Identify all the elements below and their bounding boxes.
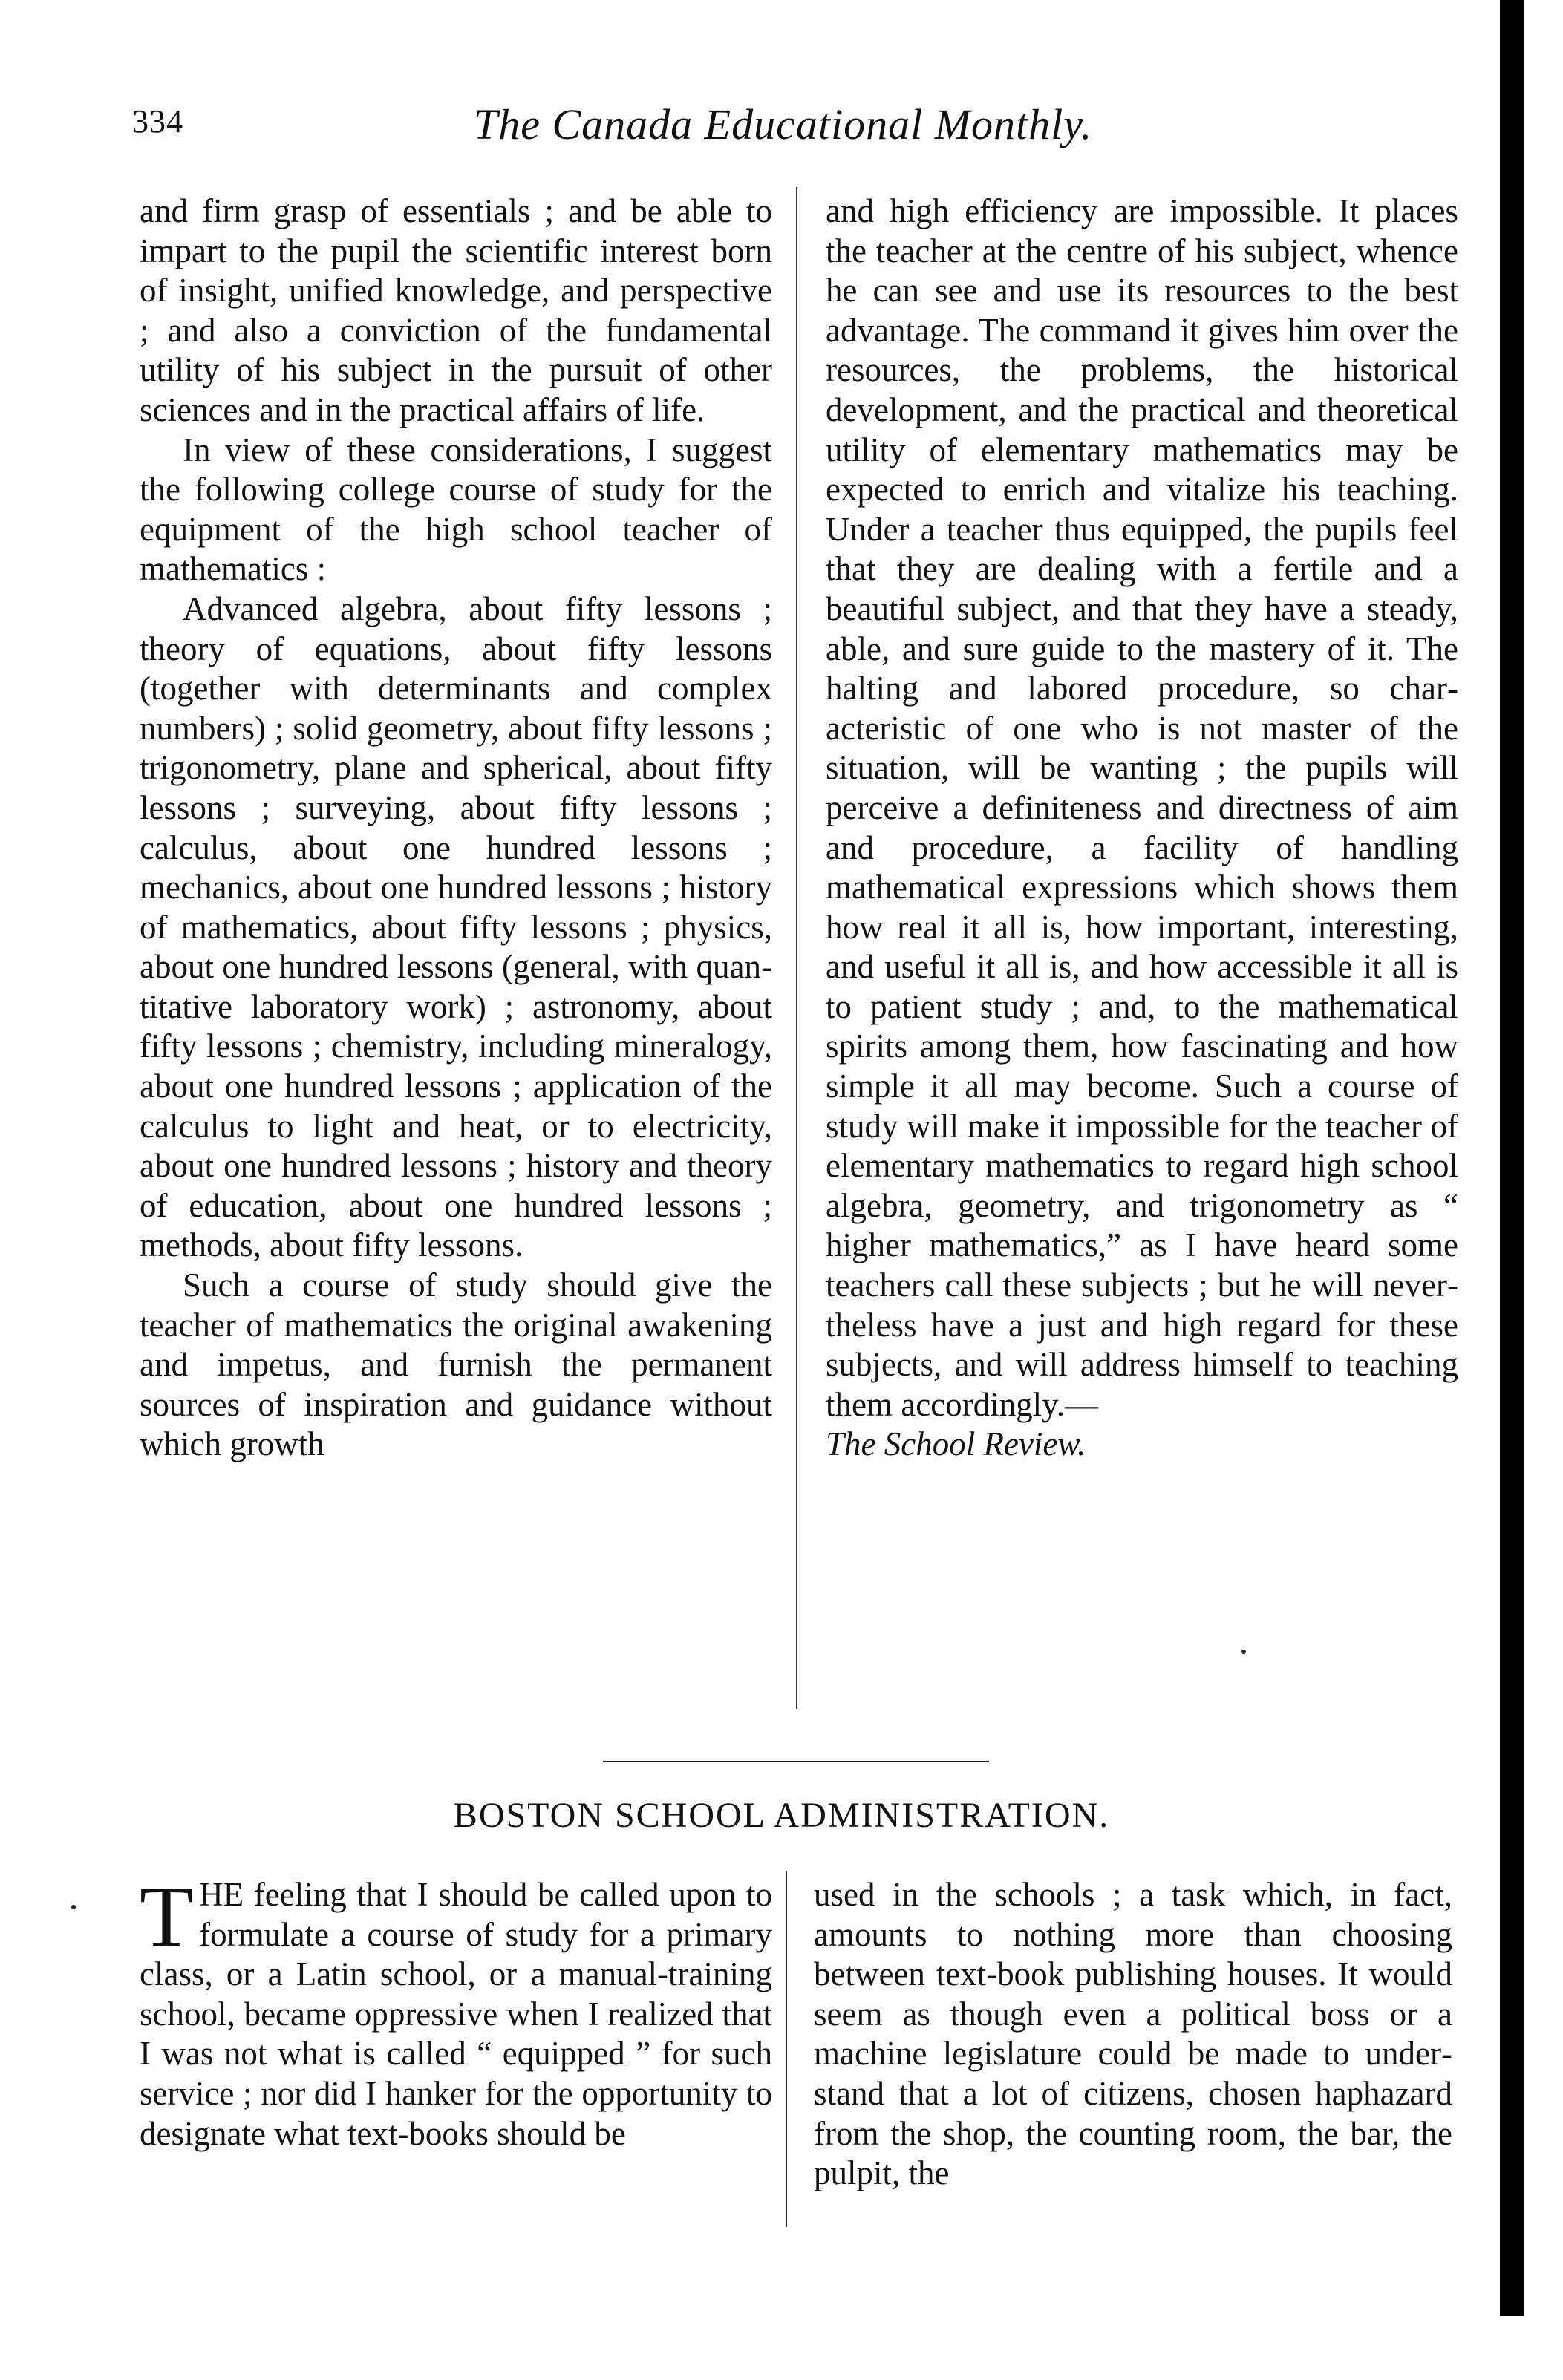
paragraph (140, 1868, 772, 2154)
print-mark (71, 1905, 76, 1909)
paragraph: In view of these considerations, I suggest the following college course of study for the equipment of the high school teacher of mathematics : (140, 431, 772, 588)
column-divider (796, 187, 797, 1709)
section-separator (603, 1761, 989, 1762)
paragraph: used in the schools ; a task which, in fact, amounts to nothing more than choosing between text-book publishing houses. It would seem as though even a political boss or a machine legislature could be made to understand that a lot of citizens, chosen haphazard from the shop, the counting room, the bar, the pulpit, the (814, 1876, 1452, 2192)
journal-title: The Canada Educational Monthly. (474, 100, 1093, 148)
paragraph: and firm grasp of essentials ; and be able to impart to the pupil the scientific interest born of insight, unified knowledge, and perspective ; and also a conviction of the fundamental utility of his subject in the pursuit of other sciences and in the practical affairs of life. (140, 192, 772, 428)
column-divider (786, 1871, 787, 2227)
paragraph: Such a course of study should give the teacher of mathematics the original awakening and impetus, and furnish the permanent sources of inspiration and guidance without which growth (140, 1266, 772, 1463)
section-heading: BOSTON SCHOOL ADMINISTRATION. (453, 1796, 1110, 1835)
article2-right-column (814, 1875, 1452, 2194)
article2-left-column (140, 1868, 772, 2154)
page-edge-bar (1500, 0, 1524, 2316)
article-right-column (826, 192, 1458, 1465)
print-mark (1241, 1650, 1246, 1654)
paragraph-text: HE feeling that I should be called upon to formulate a course of study for a primary class, or a Latin school, or a manual-training school, became oppressive when I realized that I was not what is called “ equipped ” for such service ; nor did I hanker for the opportunity to designate what text-books should be (140, 1876, 772, 2152)
paragraph: Advanced algebra, about fifty lessons ; theory of equations, about fifty lessons (together with determinants and complex numbers) ; solid geometry, about fifty lessons ; trigonometry, plane and spherical, about fifty lessons ; surveying, about fifty lessons ; calculus, about one hundred lessons ; mechanics, about one hundred lessons ; history of mathematics, about fifty lessons ; physics, about one hundred lessons (general, with quantitative laboratory work) ; astronomy, about fifty lessons ; chemistry, including mineralogy, about one hundred lessons ; application of the calculus to light and heat, or to electricity, about one hundred lessons ; history and theory of education, about one hundred lessons ; methods, about fifty lessons. (140, 589, 772, 1264)
article-left-column (140, 192, 772, 1465)
running-head (132, 102, 1461, 154)
drop-cap: T (140, 1868, 194, 1965)
paragraph: and high efficiency are impossible. It places the teacher at the centre of his subject, whence he can see and use its resources to the best advantage. The command it gives him over the resources, the problems, the historical development, and the practical and theoretical utility of elementary mathematics may be expected to enrich and vitalize his teaching. Under a teacher thus equipped, the pupils feel that they are dealing with a fertile and a beautiful subject, and that they have a steady, able, and sure guide to the mastery of it. The halting and labored procedure, so characteristic of one who is not master of the situation, will be wanting ; the pupils will perceive a definiteness and directness of aim and procedure, a facility of handling mathematical expressions which shows them how real it all is, how important, interesting, and useful it all is, and how accessible it all is to patient study ; and, to the mathematical spirits among them, how fascinating and how simple it all may become. Such a course of study will make it impossible for the teacher of elementary mathematics to regard high school algebra, geometry, and trigonometry as “ higher mathematics,” as I have heard some teachers call these subjects ; but he will nevertheless have a just and high regard for these subjects, and will address himself to teaching them accordingly.— (826, 192, 1458, 1423)
page-number: 334 (132, 103, 183, 140)
source-citation: The School Review. (826, 1425, 1086, 1463)
